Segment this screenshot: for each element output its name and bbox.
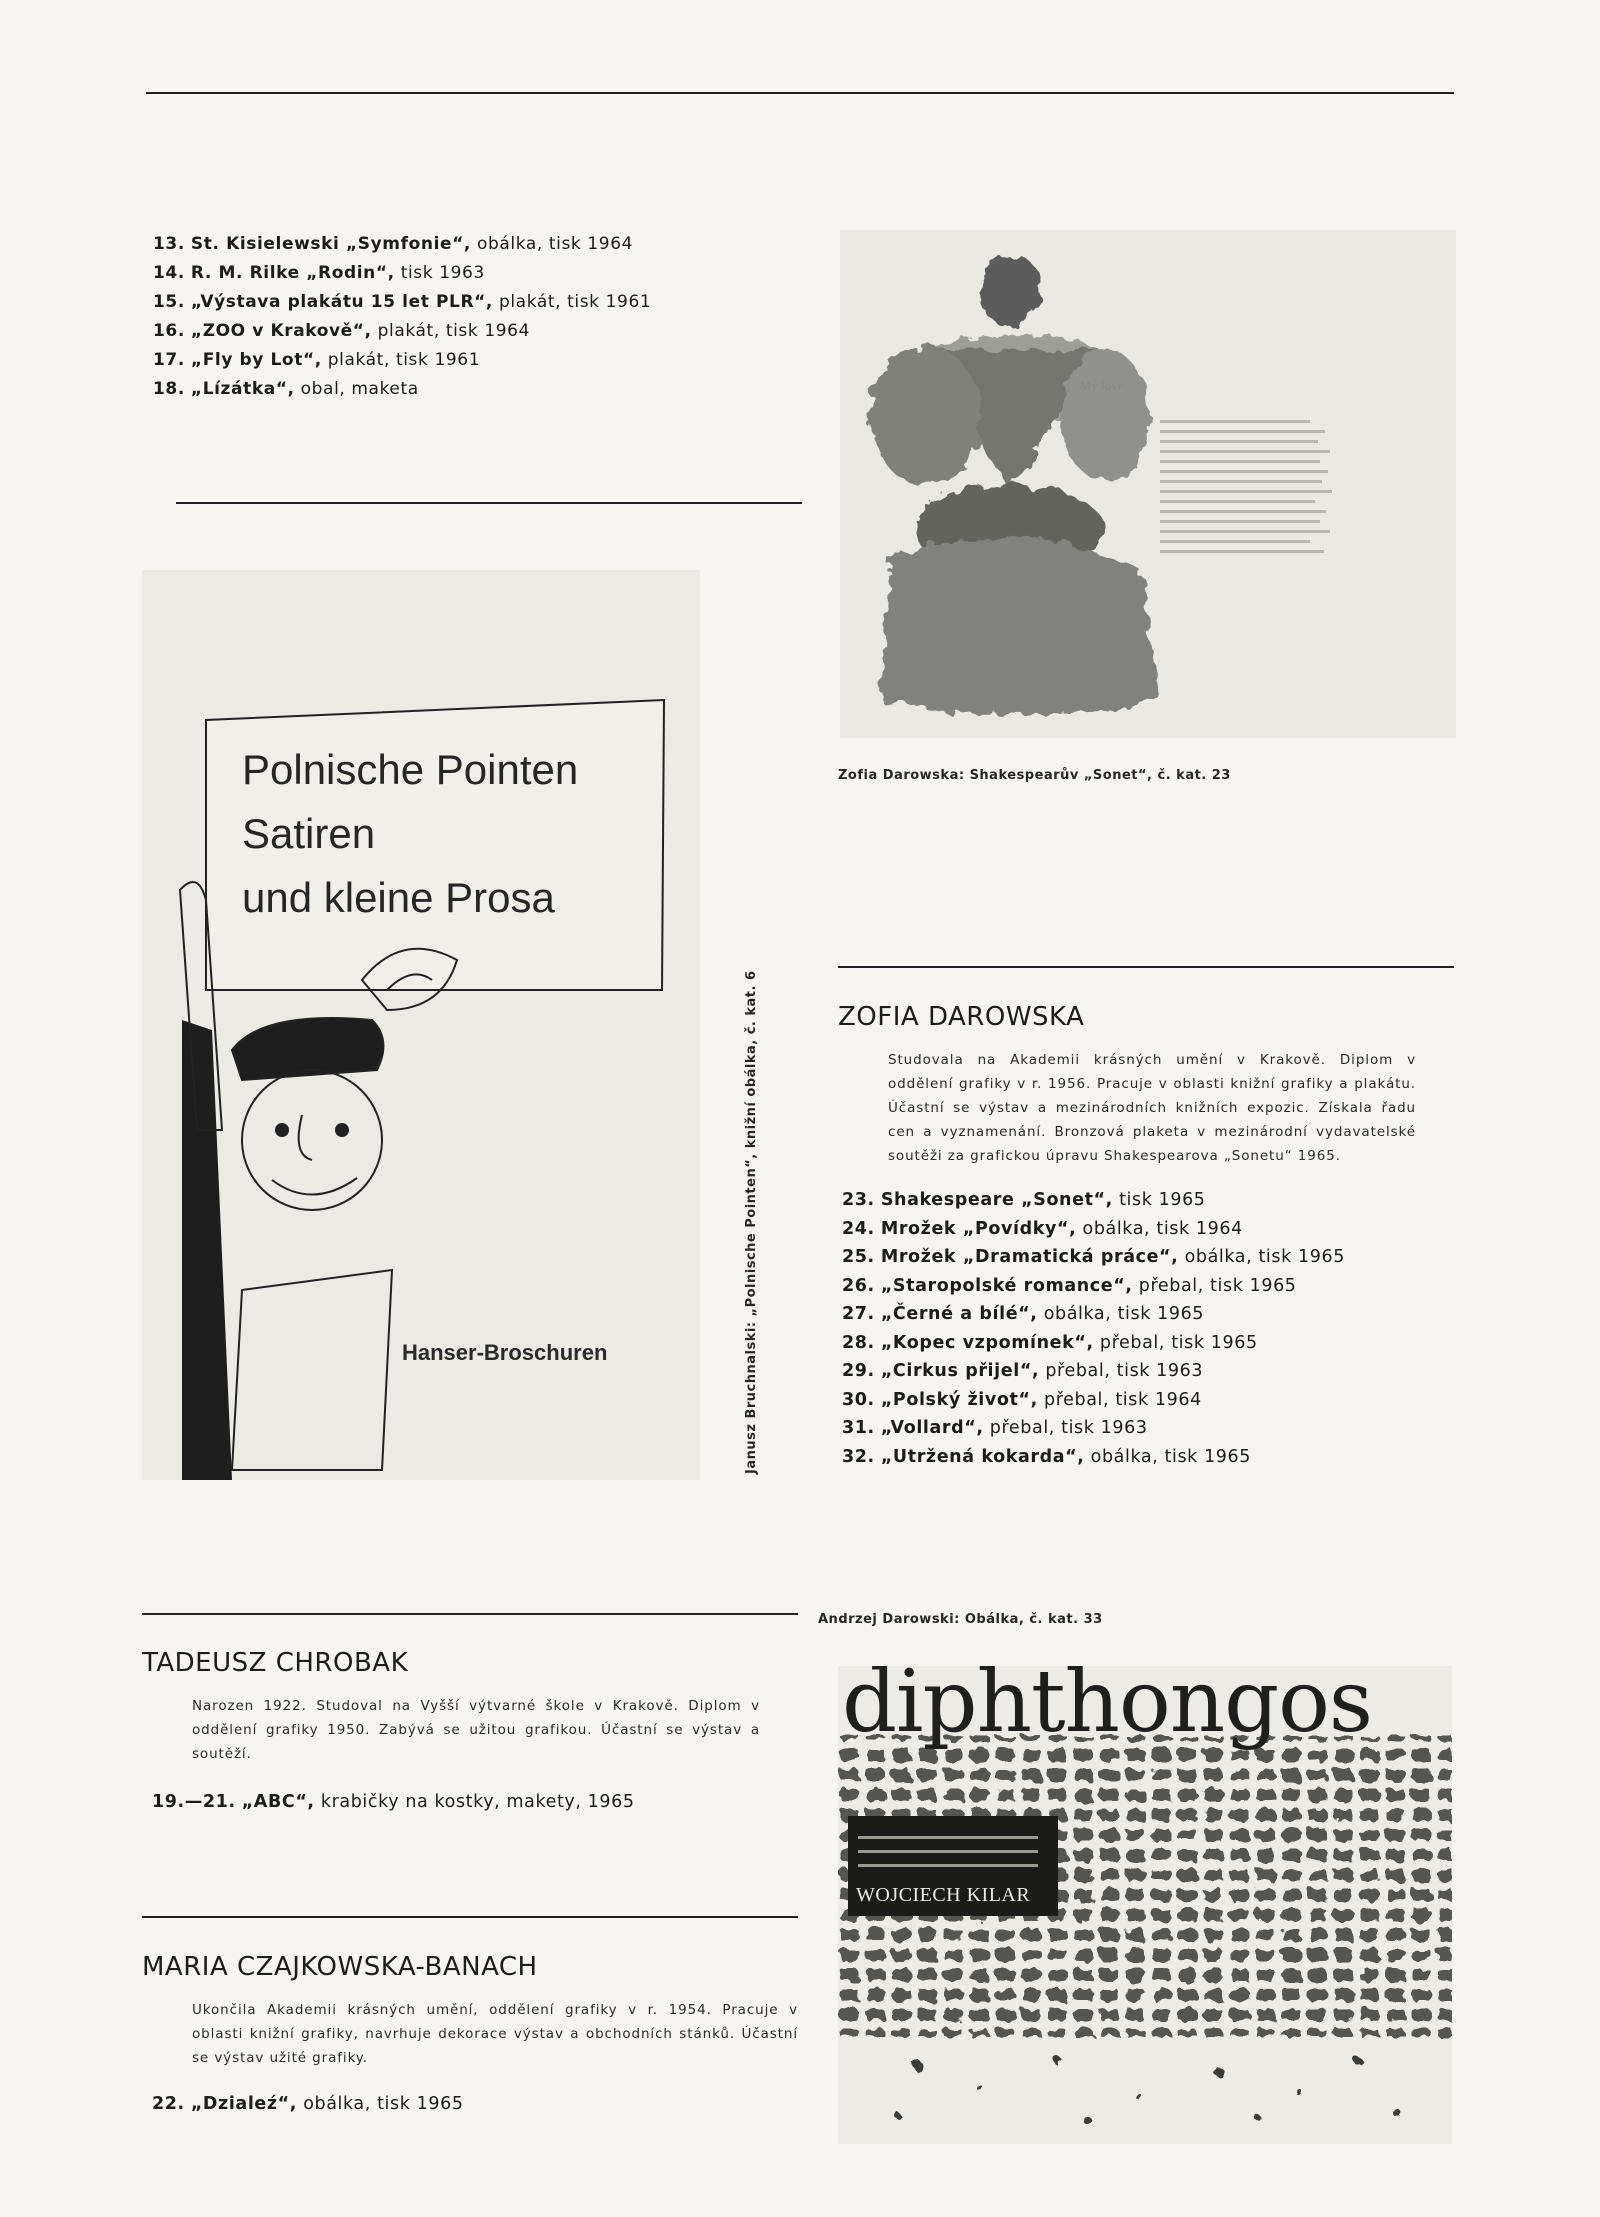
cover-title-line2: Satiren xyxy=(242,810,376,857)
list-item: 30. „Polský život“, přebal, tisk 1964 xyxy=(842,1389,1202,1410)
chrobak-works xyxy=(152,1788,635,1816)
poem-lines xyxy=(1160,420,1332,553)
list-item: 14. R. M. Rilke „Rodin“, tisk 1963 xyxy=(153,263,485,283)
diphthongos-caption: Andrzej Darowski: Obálka, č. kat. 33 xyxy=(818,1612,1103,1627)
character-head xyxy=(232,949,457,1470)
cover-publisher: Hanser-Broschuren xyxy=(402,1340,608,1365)
cover-title-line1: Polnische Pointen xyxy=(242,746,579,793)
list-item: 15. „Výstava plakátu 15 let PLR“, plakát, tisk 1961 xyxy=(153,292,652,312)
list-item: 28. „Kopec vzpomínek“, přebal, tisk 1965 xyxy=(842,1332,1258,1353)
list-item: 32. „Utržená kokarda“, obálka, tisk 1965 xyxy=(842,1446,1252,1467)
darowska-bio: Studovala na Akademii krásných umění v Krakově. Diplom v oddělení grafiky v r. 1956. Pracuje v oblasti knižní grafiky a plakátu. Účastní se výstav a mezinárodních knižních expozic. Získala řadu cen a vyznamenání. Bronzová plaketa v mezinárodní vydavatelské soutěži za grafickou úpravu Shakespearova „Sonetu“ 1965. xyxy=(888,1052,1416,1164)
polnische-pointen-cover xyxy=(142,570,700,1480)
sonnet-caption: Zofia Darowska: Shakespearův „Sonet“, č. kat. 23 xyxy=(838,768,1231,783)
list-item: 13. St. Kisielewski „Symfonie“, obálka, tisk 1964 xyxy=(153,234,634,254)
darowska-rule xyxy=(838,966,1454,968)
list-item: 17. „Fly by Lot“, plakát, tisk 1961 xyxy=(153,350,481,370)
sonnet-illustration xyxy=(840,230,1456,738)
darowska-name: ZOFIA DAROWSKA xyxy=(838,1002,1085,1032)
czajkowska-bio: Ukončila Akademii krásných umění, oddělení grafiky v r. 1954. Pracuje v oblasti knižní grafiky, navrhuje dekorace výstav a obchodních stánků. Účastní se výstav užité grafiky. xyxy=(192,2002,798,2066)
chrobak-rule xyxy=(142,1613,798,1615)
list-item: 23. Shakespeare „Sonet“, tisk 1965 xyxy=(842,1190,1206,1210)
list-item: 22. „Dzialeź“, obálka, tisk 1965 xyxy=(152,2094,464,2114)
bruchnalski-caption: Janusz Bruchnalski: „Polnische Pointen“, knižní obálka, č. kat. 6 xyxy=(744,970,759,1474)
list-item: 16. „ZOO v Krakově“, plakát, tisk 1964 xyxy=(153,321,530,341)
catalog-list-top xyxy=(153,230,651,404)
darowska-works xyxy=(842,1186,1345,1471)
czajkowska-name: MARIA CZAJKOWSKA-BANACH xyxy=(142,1952,538,1982)
list-item: 26. „Staropolské romance“, přebal, tisk 1965 xyxy=(842,1275,1297,1296)
diphthongos-cover xyxy=(838,1666,1452,2144)
list-item: 27. „Černé a bílé“, obálka, tisk 1965 xyxy=(842,1304,1205,1324)
list-item: 29. „Cirkus přijel“, přebal, tisk 1963 xyxy=(842,1361,1204,1381)
top-rule xyxy=(146,92,1454,94)
poem-title: My love xyxy=(1080,378,1124,393)
sonnet-figure-art xyxy=(840,230,1456,738)
list-item: 25. Mrožek „Dramatická práce“, obálka, tisk 1965 xyxy=(842,1247,1345,1267)
cover-title-line3: und kleine Prosa xyxy=(242,874,555,921)
chrobak-name: TADEUSZ CHROBAK xyxy=(142,1648,409,1678)
list-item: 19.—21. „ABC“, krabičky na kostky, makety, 1965 xyxy=(152,1792,635,1812)
list-item: 18. „Lízátka“, obal, maketa xyxy=(153,379,419,399)
list-item: 31. „Vollard“, přebal, tisk 1963 xyxy=(842,1418,1148,1438)
left-rule-1 xyxy=(176,502,802,504)
chrobak-bio: Narozen 1922. Studoval na Vyšší výtvarné škole v Krakově. Diplom v oddělení grafiky 1950. Zabývá se užitou grafikou. Účastní se výstav a soutěží. xyxy=(192,1698,760,1762)
czajkowska-works xyxy=(152,2090,464,2118)
czajkowska-rule xyxy=(142,1916,798,1918)
list-item: 24. Mrožek „Povídky“, obálka, tisk 1964 xyxy=(842,1218,1243,1239)
sign-pole xyxy=(182,1020,232,1480)
diphthongos-title: diphthongos xyxy=(842,1666,1373,1752)
diphthongos-subtitle: WOJCIECH KILAR xyxy=(856,1884,1031,1906)
